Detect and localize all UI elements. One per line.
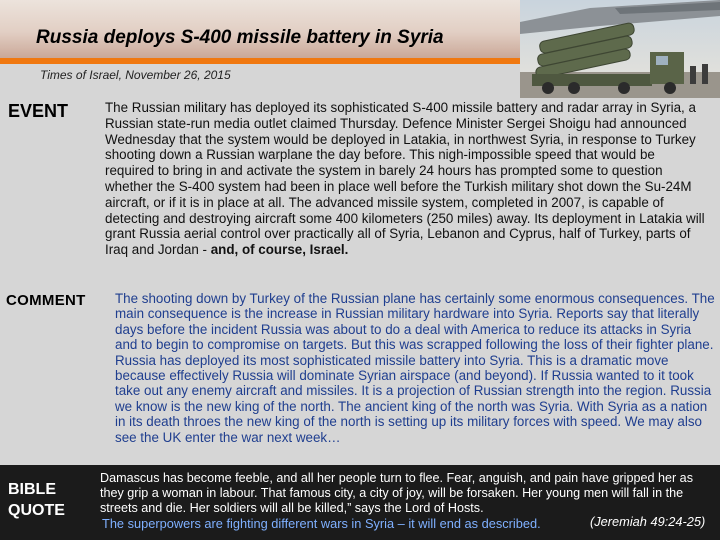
- conclusion-text: The superpowers are fighting different wars in Syria – it will end as described.: [102, 516, 541, 531]
- event-body: The Russian military has deployed its sophisticated S-400 missile battery and radar array in Syria, a Russian state-run media outlet claimed Thursday. Defence Minister Sergei Shoigu had announced Wednesday that the system would be deployed in Latakia, in northwest Syria, in response to Turkey shooting down a Russian warplane the day before. This nigh-impossible speed that would be required to bring in and activate the system in barely 24 hours has prompted some to question whether the S-400 system had been in place well before the Turkish military shot down the Su-24M aircraft, or if it is in place at all. The advanced missile system, completed in 2007, is capable of detecting and destroying aircraft some 400 kilometers (250 miles) away. Its deployment in Latakia will grant Russia aerial control over practically all of Syria, Lebanon and Cyprus, half of Turkey, parts of Iraq and Jordan -: [105, 100, 705, 258]
- event-text: [105, 100, 705, 258]
- title-accent-bar: [0, 58, 520, 64]
- bible-label-line1: BIBLE: [8, 481, 56, 498]
- event-emphasis: and, of course, Israel.: [210, 242, 349, 258]
- event-label: EVENT: [8, 101, 69, 121]
- bible-label-line2: QUOTE: [8, 502, 65, 519]
- bible-quote-label: [8, 479, 65, 521]
- missile-battery-illustration: [520, 0, 720, 98]
- bible-quote-text: Damascus has become feeble, and all her people turn to flee. Fear, anguish, and pain have gripped her as they grip a woman in labour. That famous city, a city of joy, will be forsaken. Her young men will fall in the streets and die. Her soldiers will all be killed,” says the Lord of Hosts.: [100, 471, 693, 515]
- missile-battery-photo: [520, 0, 720, 98]
- comment-text: The shooting down by Turkey of the Russian plane has certainly some enormous consequences. The main consequence is the increase in Russian military hardware into Syria. Reports say that literally days before the incident Russia was about to do a deal with America to reduce its attacks in Syria and to begin to compromise on targets. But this was scrapped following the loss of their fighter plane. Russia has deployed its most sophisticated missile battery into Syria. This is a dramatic move because effectively Russia will dominate Syrian airspace (and beyond). If Russia wanted to it took take out any enemy aircraft and missiles. It is a projection of Russian strength into the region. Russia we know is the new king of the north. The ancient king of the north was Syria. With Syria as a nation in its death throes the new king of the north is setting up its military forces with speed. We may also see the UK enter the war next week…: [115, 291, 715, 445]
- comment-label: COMMENT: [6, 292, 86, 309]
- slide-title: Russia deploys S-400 missile battery in Syria: [36, 27, 444, 48]
- scripture-reference: (Jeremiah 49:24-25): [590, 514, 706, 529]
- source-citation: Times of Israel, November 26, 2015: [40, 68, 231, 82]
